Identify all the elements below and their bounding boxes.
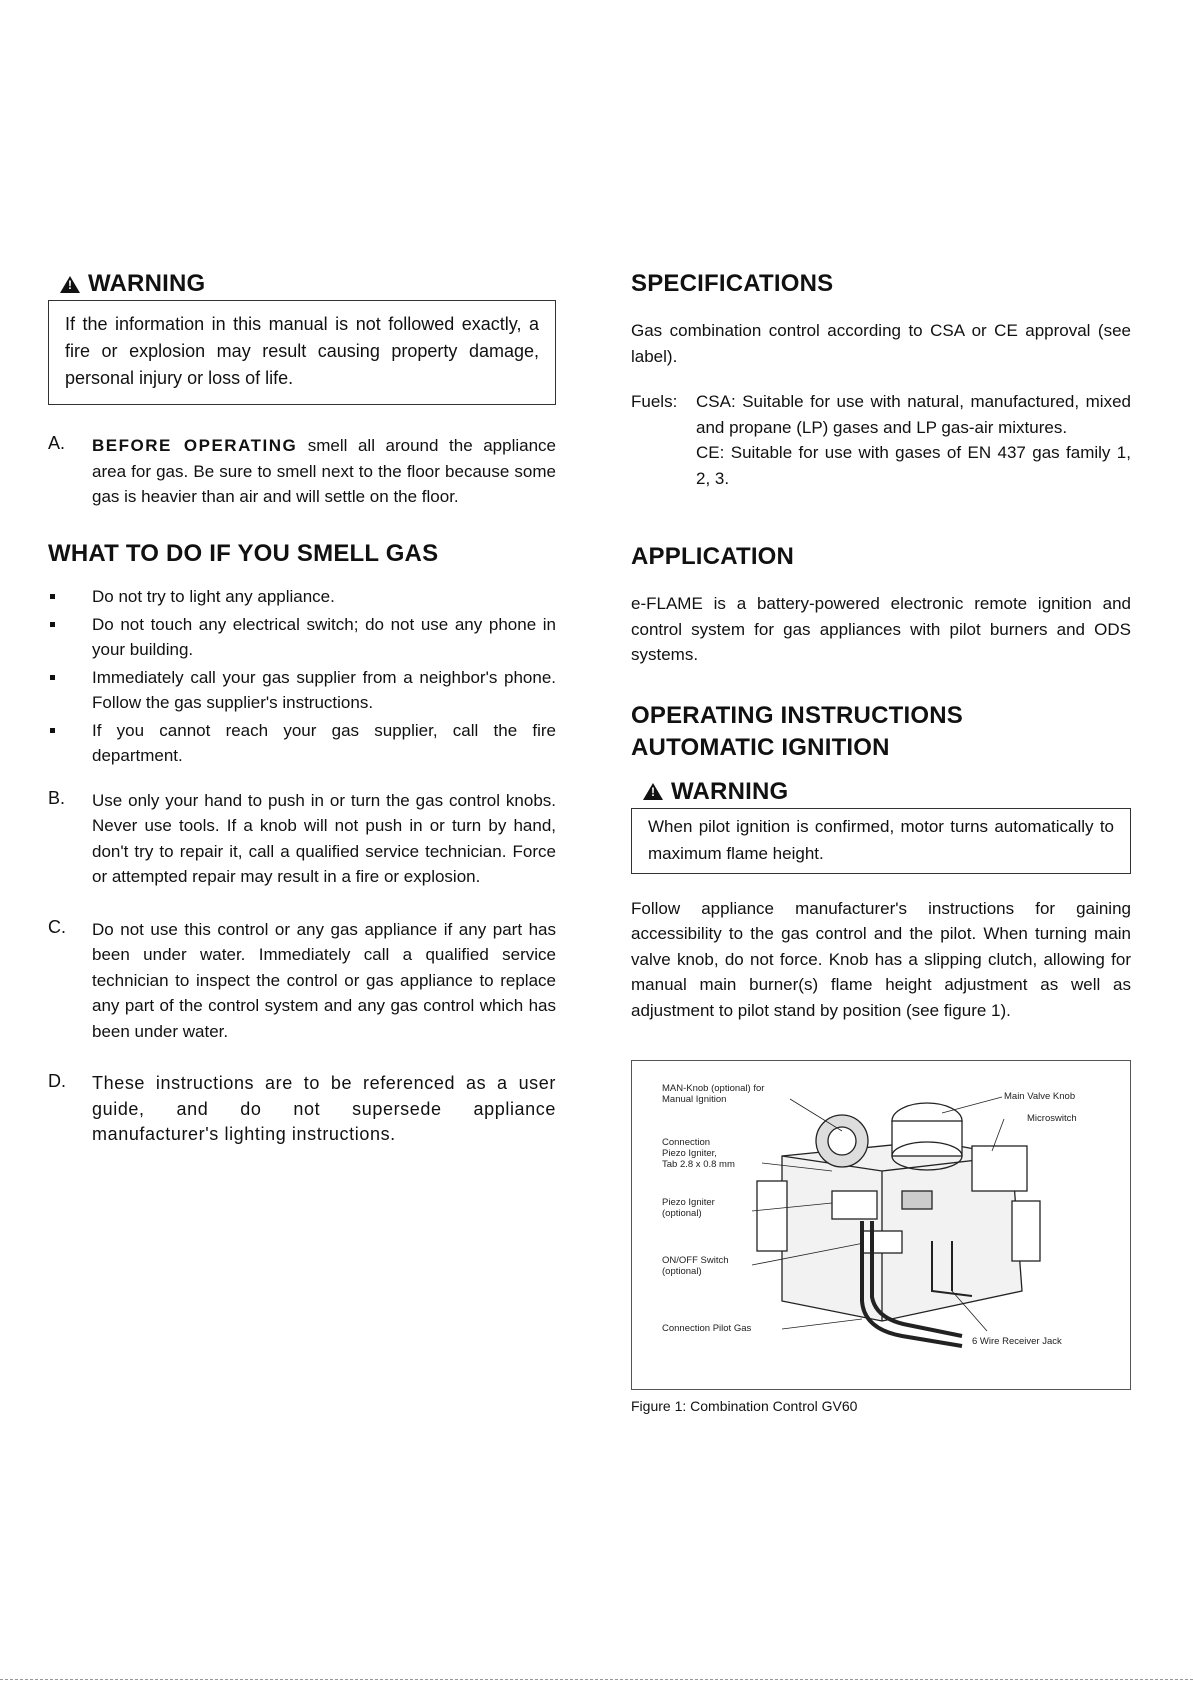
operating-warning-text: When pilot ignition is confirmed, motor turns automatically to maximum flame height.	[648, 816, 1114, 863]
operating-heading: OPERATING INSTRUCTIONS AUTOMATIC IGNITION	[631, 701, 963, 761]
list-item: Immediately call your gas supplier from a neighbor's phone. Follow the gas supplier's instructions.	[48, 665, 556, 715]
item-a-label: A.	[48, 433, 66, 453]
operating-warning-heading: ! WARNING	[643, 778, 1131, 806]
smell-gas-heading: WHAT TO DO IF YOU SMELL GAS	[48, 539, 439, 567]
warning-triangle-icon	[60, 276, 80, 293]
item-a	[48, 433, 556, 510]
bullet-icon	[50, 594, 55, 599]
smell-gas-list	[48, 584, 556, 768]
list-item: Do not try to light any appliance.	[48, 584, 556, 609]
callout-receiver-jack: 6 Wire Receiver Jack	[972, 1336, 1062, 1347]
warning-heading	[60, 270, 556, 298]
warning-title: WARNING	[88, 270, 206, 297]
left-column	[48, 270, 556, 1148]
item-c: C. Do not use this control or any gas appliance if any part has been under water. Immediately call a qualified service technician to inspect the control or gas appliance to replace any part of the control system and any gas control which has been under water.	[48, 917, 556, 1045]
item-c-text: Do not use this control or any gas appliance if any part has been under water. Immediately call a qualified service technician to inspect the control or gas appliance to replace any part of the control system and any gas control which has been under water.	[92, 919, 556, 1041]
item-b: B. Use only your hand to push in or turn the gas control knobs. Never use tools. If a knob will not push in or turn by hand, don't try to repair it, call a qualified service technician. Force or attempted repair may result in a fire or explosion.	[48, 788, 556, 890]
application-text: e-FLAME is a battery-powered electronic remote ignition and control system for gas appliances with pilot burners and ODS systems.	[631, 594, 1131, 664]
bullet-icon	[50, 728, 55, 733]
fuels-label: Fuels:	[631, 392, 678, 411]
item-a-lead: BEFORE OPERATING	[92, 436, 298, 455]
callout-main-valve-knob: Main Valve Knob	[1004, 1091, 1076, 1102]
bullet-icon	[50, 675, 55, 680]
right-column	[631, 270, 1131, 1414]
figure-gv60	[631, 1060, 1131, 1390]
warning-box	[48, 300, 556, 405]
item-a-text	[92, 433, 556, 510]
bullet-icon	[50, 622, 55, 627]
fuels-block	[631, 389, 1131, 491]
specifications-heading: SPECIFICATIONS	[631, 270, 834, 297]
item-a-body: smell all around the appliance area for gas. Be sure to smell next to the floor because some gas is heavier than air and will settle on the floor.	[92, 436, 556, 506]
callout-pilot-gas: Connection Pilot Gas	[662, 1323, 752, 1334]
callout-connection-piezo: Connection Piezo Igniter, Tab 2.8 x 0.8 mm	[662, 1137, 735, 1170]
page-bottom-rule	[0, 1679, 1193, 1683]
item-b-text: Use only your hand to push in or turn the gas control knobs. Never use tools. If a knob will not push in or turn by hand, don't try to repair it, call a qualified service technician. Force or attempted repair may result in a fire or explosion.	[92, 790, 556, 886]
callout-man-knob: MAN-Knob (optional) for Manual Ignition	[662, 1083, 765, 1105]
item-d: D. These instructions are to be referenced as a user guide, and do not supersede appliance manufacturer's lighting instructions.	[48, 1071, 556, 1148]
operating-text: Follow appliance manufacturer's instructions for gaining accessibility to the gas control and the pilot. When turning main valve knob, do not force. Knob has a slipping clutch, allowing for manual main burner(s) flame height adjustment as well as adjustment to pilot stand by position (see figure 1).	[631, 898, 1131, 1020]
callout-on-off-switch: ON/OFF Switch (optional)	[662, 1255, 729, 1277]
callout-piezo-igniter: Piezo Igniter (optional)	[662, 1197, 715, 1219]
specifications-text: Gas combination control according to CSA or CE approval (see label).	[631, 321, 1131, 366]
item-d-text: These instructions are to be referenced as a user guide, and do not supersede appliance manufacturer's lighting instructions.	[92, 1073, 556, 1144]
list-item: Do not touch any electrical switch; do not use any phone in your building.	[48, 612, 556, 662]
figure-caption: Figure 1: Combination Control GV60	[631, 1398, 858, 1414]
application-heading: APPLICATION	[631, 543, 795, 570]
list-item: If you cannot reach your gas supplier, call the fire department.	[48, 718, 556, 768]
warning-text: If the information in this manual is not followed exactly, a fire or explosion may result causing property damage, personal injury or loss of life.	[65, 314, 539, 388]
warning-triangle-icon	[643, 783, 663, 800]
fuels-csa: CSA: Suitable for use with natural, manufactured, mixed and propane (LP) gases and LP gas-air mixtures.	[696, 392, 1131, 437]
fuels-ce: CE: Suitable for use with gases of EN 437 gas family 1, 2, 3.	[696, 443, 1131, 488]
callout-microswitch: Microswitch	[1027, 1113, 1077, 1124]
operating-warning-box	[631, 808, 1131, 874]
